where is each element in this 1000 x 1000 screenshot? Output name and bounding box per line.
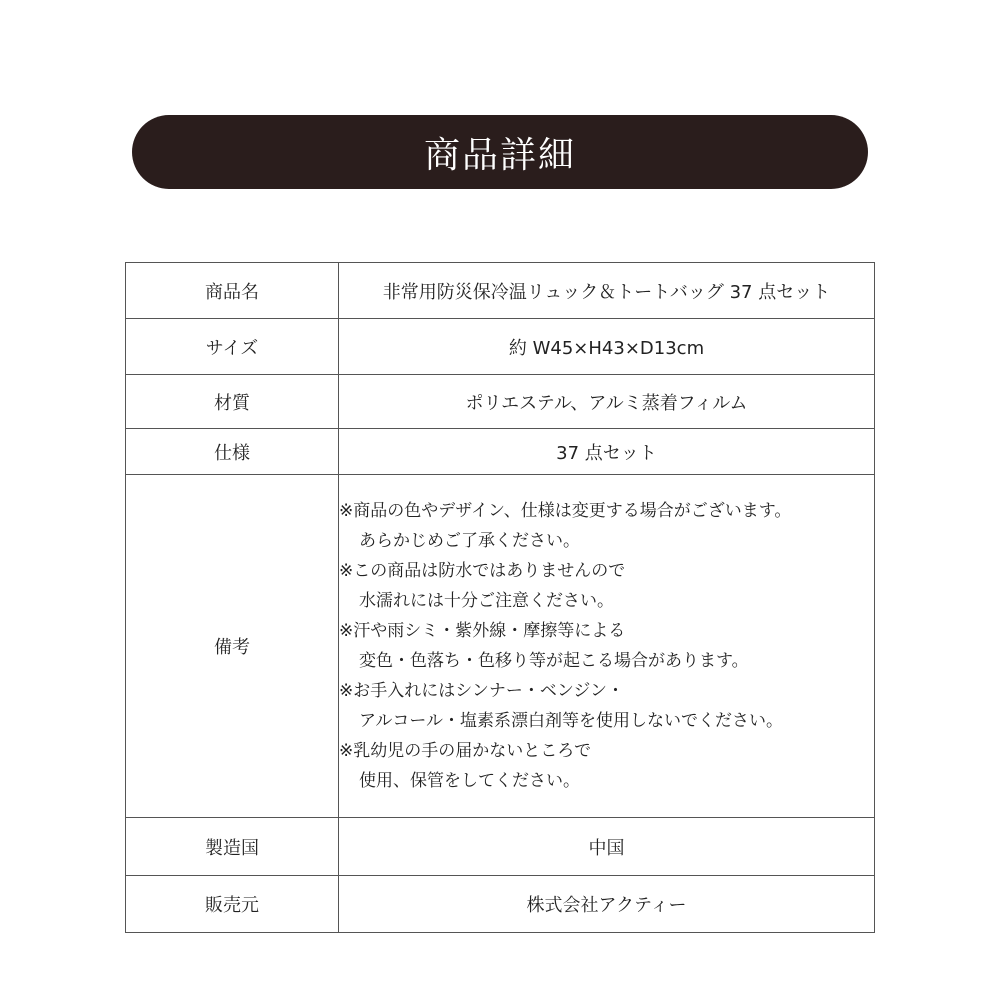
- row-label-seller: 販売元: [126, 876, 339, 933]
- note-line: 水濡れには十分ご注意ください。: [359, 591, 614, 611]
- table-row: [126, 876, 875, 933]
- row-label-product-name: 商品名: [126, 263, 339, 319]
- table-row: [126, 475, 875, 818]
- table-row: [126, 429, 875, 475]
- row-label-size: サイズ: [126, 319, 339, 375]
- row-value-seller: 株式会社アクティー: [339, 876, 875, 933]
- table-row: [126, 818, 875, 876]
- note-line: ※乳幼児の手の届かないところで: [339, 741, 592, 761]
- row-value-size: 約 W45×H43×D13cm: [339, 319, 875, 375]
- table-row: [126, 263, 875, 319]
- note-line: ※お手入れにはシンナー・ベンジン・: [339, 681, 624, 701]
- note-line: アルコール・塩素系漂白剤等を使用しないでください。: [359, 711, 783, 731]
- row-value-material: ポリエステル、アルミ蒸着フィルム: [339, 375, 875, 429]
- row-value-country: 中国: [339, 818, 875, 876]
- row-value-product-name: 非常用防災保冷温リュック＆トートバッグ 37 点セット: [339, 263, 875, 319]
- page-title: 商品詳細: [423, 134, 576, 176]
- table-row: [126, 375, 875, 429]
- row-value-spec: 37 点セット: [339, 429, 875, 475]
- note-line: ※商品の色やデザイン、仕様は変更する場合がございます。: [339, 501, 792, 521]
- row-label-spec: 仕様: [126, 429, 339, 475]
- product-spec-table: [125, 262, 875, 933]
- note-line: ※汗や雨シミ・紫外線・摩擦等による: [339, 621, 626, 641]
- row-value-notes: [339, 475, 875, 818]
- note-line: あらかじめご了承ください。: [359, 531, 580, 551]
- note-line: ※この商品は防水ではありませんので: [339, 561, 626, 581]
- row-label-material: 材質: [126, 375, 339, 429]
- note-line: 使用、保管をしてください。: [359, 771, 580, 791]
- section-header: [132, 115, 868, 189]
- note-line: 変色・色落ち・色移り等が起こる場合があります。: [359, 651, 749, 671]
- table-row: [126, 319, 875, 375]
- row-label-country: 製造国: [126, 818, 339, 876]
- row-label-notes: 備考: [126, 475, 339, 818]
